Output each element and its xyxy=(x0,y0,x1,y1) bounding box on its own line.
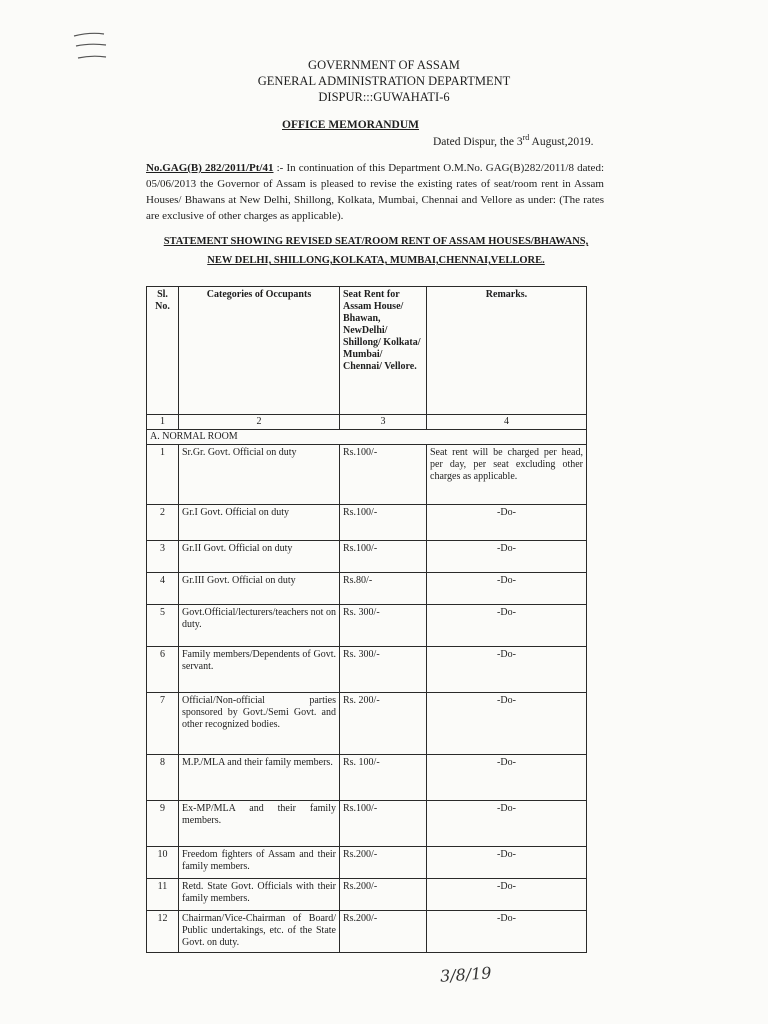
row-sl-no: 6 xyxy=(147,647,179,693)
row-sl-no: 11 xyxy=(147,879,179,911)
row-sl-no: 7 xyxy=(147,693,179,755)
memo-body-text: :- In continuation of this Department O.M.No. GAG(B)282/2011/8 dated: 05/06/2013 the Governor of Assam is pleased to revise the existing rates of seat/room rent in Assam Houses/ Bhawans at New Delhi, Shillong, Kolkata, Mumbai, Chennai and Vellore as under: (The rates are exclusive of other charges as applicable). xyxy=(146,162,604,222)
table-row xyxy=(147,755,587,801)
date-superscript: rd xyxy=(522,133,530,142)
row-sl-no: 9 xyxy=(147,801,179,847)
row-category: Gr.II Govt. Official on duty xyxy=(179,541,340,573)
header-category: Categories of Occupants xyxy=(179,287,340,415)
row-category: Gr.III Govt. Official on duty xyxy=(179,573,340,605)
table-row xyxy=(147,573,587,605)
row-category: Govt.Official/lecturers/teachers not on duty. xyxy=(179,605,340,647)
row-category: Retd. State Govt. Officials with their family members. xyxy=(179,879,340,911)
row-seat-rent: Rs.200/- xyxy=(340,879,427,911)
table-row xyxy=(147,605,587,647)
row-sl-no: 10 xyxy=(147,847,179,879)
date-prefix: Dated Dispur, the 3 xyxy=(433,135,523,148)
row-seat-rent: Rs.100/- xyxy=(340,541,427,573)
row-category: Family members/Dependents of Govt. servant. xyxy=(179,647,340,693)
row-remarks: -Do- xyxy=(427,911,587,953)
row-sl-no: 5 xyxy=(147,605,179,647)
row-remarks: -Do- xyxy=(427,755,587,801)
signature-date: 3/8/19 xyxy=(439,963,493,986)
statement-heading-line1: STATEMENT SHOWING REVISED SEAT/ROOM RENT OF ASSAM HOUSES/BHAWANS, xyxy=(163,236,589,247)
header-seat-rent: Seat Rent for Assam House/ Bhawan, NewDelhi/ Shillong/ Kolkata/ Mumbai/ Chennai/ Vellore. xyxy=(340,287,427,415)
table-row xyxy=(147,847,587,879)
row-remarks: -Do- xyxy=(427,801,587,847)
row-category: M.P./MLA and their family members. xyxy=(179,755,340,801)
table-row xyxy=(147,541,587,573)
row-seat-rent: Rs.100/- xyxy=(340,505,427,541)
date-suffix: August,2019. xyxy=(529,135,594,148)
table-header-row xyxy=(147,287,587,415)
section-row xyxy=(147,430,587,445)
row-seat-rent: Rs. 300/- xyxy=(340,647,427,693)
column-number: 4 xyxy=(427,415,587,430)
table-row xyxy=(147,505,587,541)
handwritten-signature xyxy=(439,963,492,986)
column-number-row xyxy=(147,415,587,430)
header-address: DISPUR:::GUWAHATI-6 xyxy=(318,90,450,104)
row-remarks: -Do- xyxy=(427,647,587,693)
column-number: 1 xyxy=(147,415,179,430)
column-number: 3 xyxy=(340,415,427,430)
row-sl-no: 2 xyxy=(147,505,179,541)
memo-date xyxy=(433,133,594,148)
memo-title: OFFICE MEMORANDUM xyxy=(282,119,420,131)
section-label: A. NORMAL ROOM xyxy=(147,430,587,445)
rent-table xyxy=(146,286,587,953)
header-department: GENERAL ADMINISTRATION DEPARTMENT xyxy=(257,74,511,88)
row-remarks: -Do- xyxy=(427,505,587,541)
row-category: Ex-MP/MLA and their family members. xyxy=(179,801,340,847)
table-row xyxy=(147,647,587,693)
row-seat-rent: Rs. 300/- xyxy=(340,605,427,647)
header-sl-no: Sl. No. xyxy=(147,287,179,415)
row-sl-no: 3 xyxy=(147,541,179,573)
table-row xyxy=(147,879,587,911)
row-seat-rent: Rs.80/- xyxy=(340,573,427,605)
row-remarks: -Do- xyxy=(427,541,587,573)
row-sl-no: 1 xyxy=(147,445,179,505)
row-category: Freedom fighters of Assam and their family members. xyxy=(179,847,340,879)
row-category: Chairman/Vice-Chairman of Board/ Public undertakings, etc. of the State Govt. on duty. xyxy=(179,911,340,953)
table-row xyxy=(147,445,587,505)
row-seat-rent: Rs.200/- xyxy=(340,911,427,953)
row-seat-rent: Rs.100/- xyxy=(340,801,427,847)
row-remarks: Seat rent will be charged per head, per day, per seat excluding other charges as applicable. xyxy=(427,445,587,505)
memo-reference-number: No.GAG(B) 282/2011/Pt/41 xyxy=(146,162,274,174)
header-remarks: Remarks. xyxy=(427,287,587,415)
statement-heading-line2: NEW DELHI, SHILLONG,KOLKATA, MUMBAI,CHENNAI,VELLORE. xyxy=(207,255,545,266)
row-sl-no: 8 xyxy=(147,755,179,801)
row-category: Sr.Gr. Govt. Official on duty xyxy=(179,445,340,505)
row-remarks: -Do- xyxy=(427,847,587,879)
table-row xyxy=(147,801,587,847)
row-remarks: -Do- xyxy=(427,605,587,647)
row-sl-no: 12 xyxy=(147,911,179,953)
column-number: 2 xyxy=(179,415,340,430)
row-category: Official/Non-official parties sponsored by Govt./Semi Govt. and other recognized bodies. xyxy=(179,693,340,755)
memo-paragraph xyxy=(146,160,604,224)
table-body xyxy=(147,415,587,953)
row-seat-rent: Rs.100/- xyxy=(340,445,427,505)
row-category: Gr.I Govt. Official on duty xyxy=(179,505,340,541)
table-row xyxy=(147,911,587,953)
row-remarks: -Do- xyxy=(427,573,587,605)
row-remarks: -Do- xyxy=(427,879,587,911)
row-seat-rent: Rs.200/- xyxy=(340,847,427,879)
row-sl-no: 4 xyxy=(147,573,179,605)
header-government: GOVERNMENT OF ASSAM xyxy=(308,58,460,72)
row-seat-rent: Rs. 200/- xyxy=(340,693,427,755)
table-row xyxy=(147,693,587,755)
row-remarks: -Do- xyxy=(427,693,587,755)
row-seat-rent: Rs. 100/- xyxy=(340,755,427,801)
